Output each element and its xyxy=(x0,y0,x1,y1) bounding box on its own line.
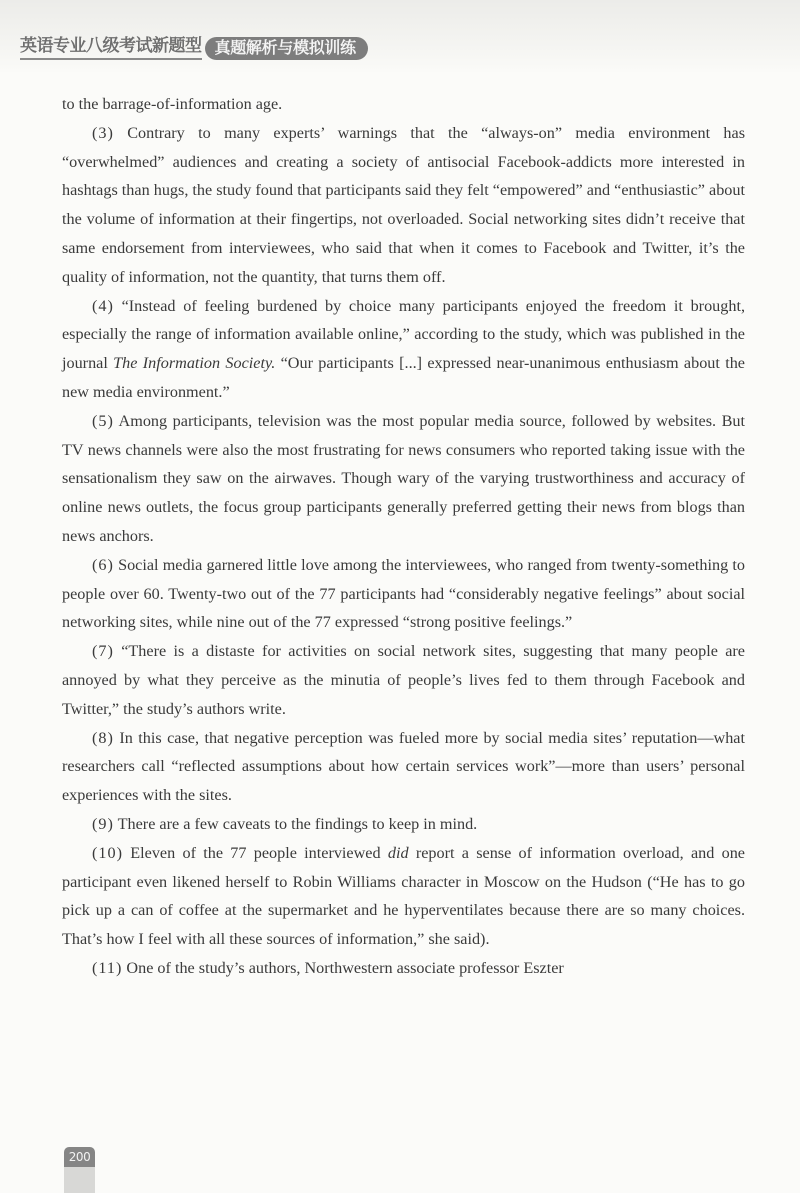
paragraph-number: (6) xyxy=(92,555,114,574)
paragraph-text: “Our participants [...] expressed near-unanimous enthusiasm about the new media environment.” xyxy=(62,354,745,401)
paragraph-text: In this case, that negative perception was fueled more by social media sites’ reputation—what researchers call “reflected assumptions about how certain services work”—more than users’ personal experiences with the sites. xyxy=(62,728,745,805)
paragraph-number: (4) xyxy=(92,296,114,315)
paragraph-text: Eleven of the 77 people interviewed xyxy=(130,843,388,862)
journal-title: The Information Society. xyxy=(113,354,276,373)
paragraph-text: Contrary to many experts’ warnings that the “always-on” media environment has “overwhelmed” audiences and creating a society of antisocial Facebook-addicts more interested in hashtags than hugs, the study found that participants said they felt “empowered” and “enthusiastic” about the volume of information at their fingertips, not overloaded. Social networking sites didn’t receive that same endorsement from interviewees, who said that when it comes to Facebook and Twitter, it’s the quality of information, not the quantity, that turns them off. xyxy=(62,123,746,286)
paragraph-text: “Instead of feeling burdened by choice many participants enjoyed the freedom it brought, especially the range of information available online,” according to the study, which was published in the journal xyxy=(62,296,745,373)
paragraph-number: (11) xyxy=(92,958,123,977)
paragraph-text: “There is a distaste for activities on social network sites, suggesting that many people are annoyed by what they perceive as the minutia of people’s lives fed to them through Facebook and Twitter,” the study’s authors write. xyxy=(62,642,745,718)
paragraph-number: (8) xyxy=(92,728,114,747)
page-number-badge xyxy=(64,1147,95,1193)
paragraph-11 xyxy=(62,954,745,983)
paragraph-6 xyxy=(62,551,745,637)
paragraph-10 xyxy=(62,839,745,954)
page-number: 200 xyxy=(64,1147,95,1167)
paragraph-4 xyxy=(62,292,745,407)
page-tab-decoration xyxy=(64,1167,95,1193)
paragraph-3 xyxy=(62,119,745,292)
paragraph-9 xyxy=(62,810,745,839)
paragraph-5 xyxy=(62,407,745,551)
paragraph-8 xyxy=(62,724,745,810)
paragraph-continuation xyxy=(62,90,745,119)
book-title: 英语专业八级考试新题型 xyxy=(20,35,202,60)
paragraph-number: (7) xyxy=(92,642,114,661)
paragraph-text: to the barrage-of-information age. xyxy=(62,95,283,113)
paragraph-number: (5) xyxy=(92,411,114,430)
section-label: 真题解析与模拟训练 xyxy=(205,37,368,60)
paragraph-text: One of the study’s authors, Northwestern associate professor Eszter xyxy=(126,958,564,977)
paragraph-text: report a sense of information overload, and one participant even likened herself to Robin Williams character in Moscow on the Hudson (“He has to go pick up a can of coffee at the supermarket and he hyperventilates because there are so many choices. That’s how I feel with all these sources of information,” she said). xyxy=(62,843,745,949)
emphasis: did xyxy=(387,843,409,862)
paragraph-text: Social media garnered little love among the interviewees, who ranged from twenty-something to people over 60. Twenty-two out of the 77 participants had “considerably negative feelings” about social networking sites, while nine out of the 77 expressed “strong positive feelings.” xyxy=(62,555,745,632)
paragraph-7 xyxy=(62,637,745,723)
paragraph-number: (10) xyxy=(92,843,123,862)
paragraph-text: There are a few caveats to the findings to keep in mind. xyxy=(117,814,478,833)
paragraph-text: Among participants, television was the most popular media source, followed by websites. But TV news channels were also the most frustrating for news consumers who reported taking issue with the sensationalism they saw on the airwaves. Though wary of the varying trustworthiness and accuracy of online news outlets, the focus group participants generally preferred getting their news from blogs than news anchors. xyxy=(62,411,745,545)
paragraph-number: (3) xyxy=(92,123,114,142)
paragraph-number: (9) xyxy=(92,814,114,833)
running-header xyxy=(20,34,368,60)
article-body xyxy=(62,90,745,983)
